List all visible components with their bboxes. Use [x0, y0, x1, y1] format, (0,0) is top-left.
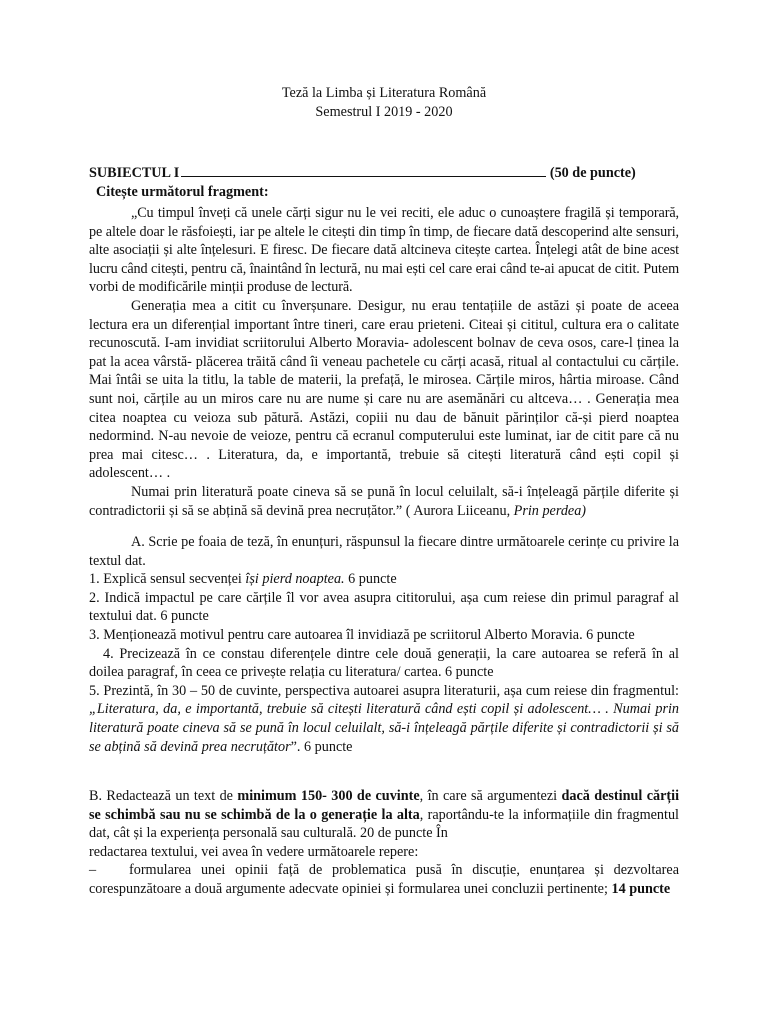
task-1: [89, 570, 679, 589]
requirement-1-points: 14 puncte: [611, 880, 671, 897]
task-5-text: 5. Prezintă, în 30 – 50 de cuvinte, perspectiva autoarei asupra literaturii, așa cum reiese din fragmentul:: [89, 682, 679, 699]
part-b-instruction: [89, 787, 679, 843]
task-2: 2. Indică impactul pe care cărțile îl vor avea asupra cititorului, așa cum reiese din primul paragraf al textului dat. 6 puncte: [89, 589, 679, 625]
subject-underline: [181, 163, 546, 177]
requirement-1: [89, 861, 679, 898]
subject-label: SUBIECTUL I: [89, 165, 180, 181]
part-b-word-count: minimum 150- 300 de cuvinte: [237, 788, 420, 804]
part-b-requirements-intro: redactarea textului, vei avea în vedere următoarele repere:: [89, 843, 419, 860]
task-3: 3. Menționează motivul pentru care autoarea îl invidiază pe scriitorul Alberto Moravia. 6 puncte: [89, 626, 635, 643]
fragment-paragraph-1: „Cu timpul înveți că unele cărți sigur nu le vei reciti, ele aduc o cunoaștere fragilă și temporară, pe altele doar le răsfoiești, iar pe altele le citești din timp în timp, de fiecare dată descoperind alte sensuri, alte asociații și alte înțelesuri. E firesc. De fiecare dată altcineva citește cartea. Înțelegi atât de bine acest lucru când citești, pentru că, înaintând în lectură, nu mai ești cel care erai când te-ai apucat de citit. Putem vorbi de modificările minții produse de lectură.: [89, 205, 679, 296]
dash-bullet: –: [89, 862, 97, 879]
fragment-paragraph-2: Generația mea a citit cu înverșunare. Desigur, nu erau tentațiile de astăzi și poate de aceea lectura era un diferențial important între tineri, care erau prieteni. Citeai și cititul, cultura era o calitate recunoscută. I-am invidiat scriitorului Alberto Moravia- adolescent bolnav de ceva osos, care-l ținea la pat la acea vârstă- plăcerea trăită când îi veneau pachetele cu cărți acasă, ritual al contactului cu cărțile. Mai întâi se uita la titlu, la table de materii, la prefață, le mirosea. Cărțile miros, hârtia miroase. Când sunt noi, cărțile au un miros care nu are nume și care nu are asemănări cu altceva… . Generația mea citea noaptea cu veioza sub pătură. Astăzi, copiii nu dau de bănuit părinților că-și pierd noaptea nedormind. N-au nevoie de veioze, pentru că ecranul computerului este luminat, iar de citit pare că nu prea mai citesc… . Literatura, da, e importantă, trebuie să citești literatură când ești copil și adolescent… .: [89, 297, 679, 482]
task-5-points: ”. 6 puncte: [290, 738, 353, 755]
document-header: [0, 84, 768, 122]
document-semester: Semestrul I 2019 - 2020: [315, 104, 453, 120]
fragment-paragraph-3-text: Numai prin literatură poate cineva să se pună în locul celuilalt, să-i înțeleagă părțile diferite și contradictorii și să se abțină să devină prea necruțător.” ( Aurora Liiceanu,: [89, 483, 679, 519]
subject-points: (50 de puncte): [549, 165, 636, 181]
part-b-topic: dacă destinul cărții se schimbă sau nu se schimbă de la o generație la alta: [89, 788, 680, 823]
task-1-points: 6 puncte: [344, 571, 397, 588]
task-4: 4. Precizează în ce constau diferențele dintre cele două generații, la care autoarea se referă în al doilea paragraf, în ceea ce privește relația cu literatura/ cartea. 6 puncte: [89, 645, 679, 681]
task-1-quote: își pierd noaptea.: [245, 571, 345, 588]
requirement-1-text: formularea unei opinii față de problematica pusă în discuție, enunțarea și dezvoltarea corespunzătoare a două argumente adecvate opiniei și formularea unei concluzii pertinente;: [89, 862, 679, 897]
fragment-source-title: Prin perdea): [513, 502, 587, 519]
task-1-text: 1. Explică sensul secvenței: [89, 571, 246, 588]
part-a-tasks: [89, 533, 679, 756]
part-b-text-1: B. Redactează un text de: [89, 788, 238, 804]
part-b-text-3: , raportându-te la informațiile din fragmentul dat, cât și la experiența personală sau culturală. 20 de puncte În: [89, 806, 679, 842]
part-a-intro: A. Scrie pe foaia de teză, în enunțuri, răspunsul la fiecare dintre următoarele cerințe cu privire la textul dat.: [89, 534, 679, 569]
part-b-text-2: , în care să argumentezi: [419, 788, 562, 804]
document-title: Teză la Limba și Literatura Română: [281, 85, 487, 101]
subject-heading: [89, 163, 679, 183]
fragment-paragraph-3: [89, 483, 679, 520]
task-5: [89, 682, 679, 756]
text-fragment: [89, 204, 679, 520]
part-b-essay: [89, 787, 679, 899]
reading-instruction: Citește următorul fragment:: [96, 184, 269, 200]
task-5-quote: „Literatura, da, e importantă, trebuie să citești literatură când ești copil și adolescent… . Numai prin literatură poate cineva să se pună în locul celuilalt, să-i înțeleagă părțile diferite și contradictorii și să se abțină să devină prea necruțător: [89, 701, 679, 755]
